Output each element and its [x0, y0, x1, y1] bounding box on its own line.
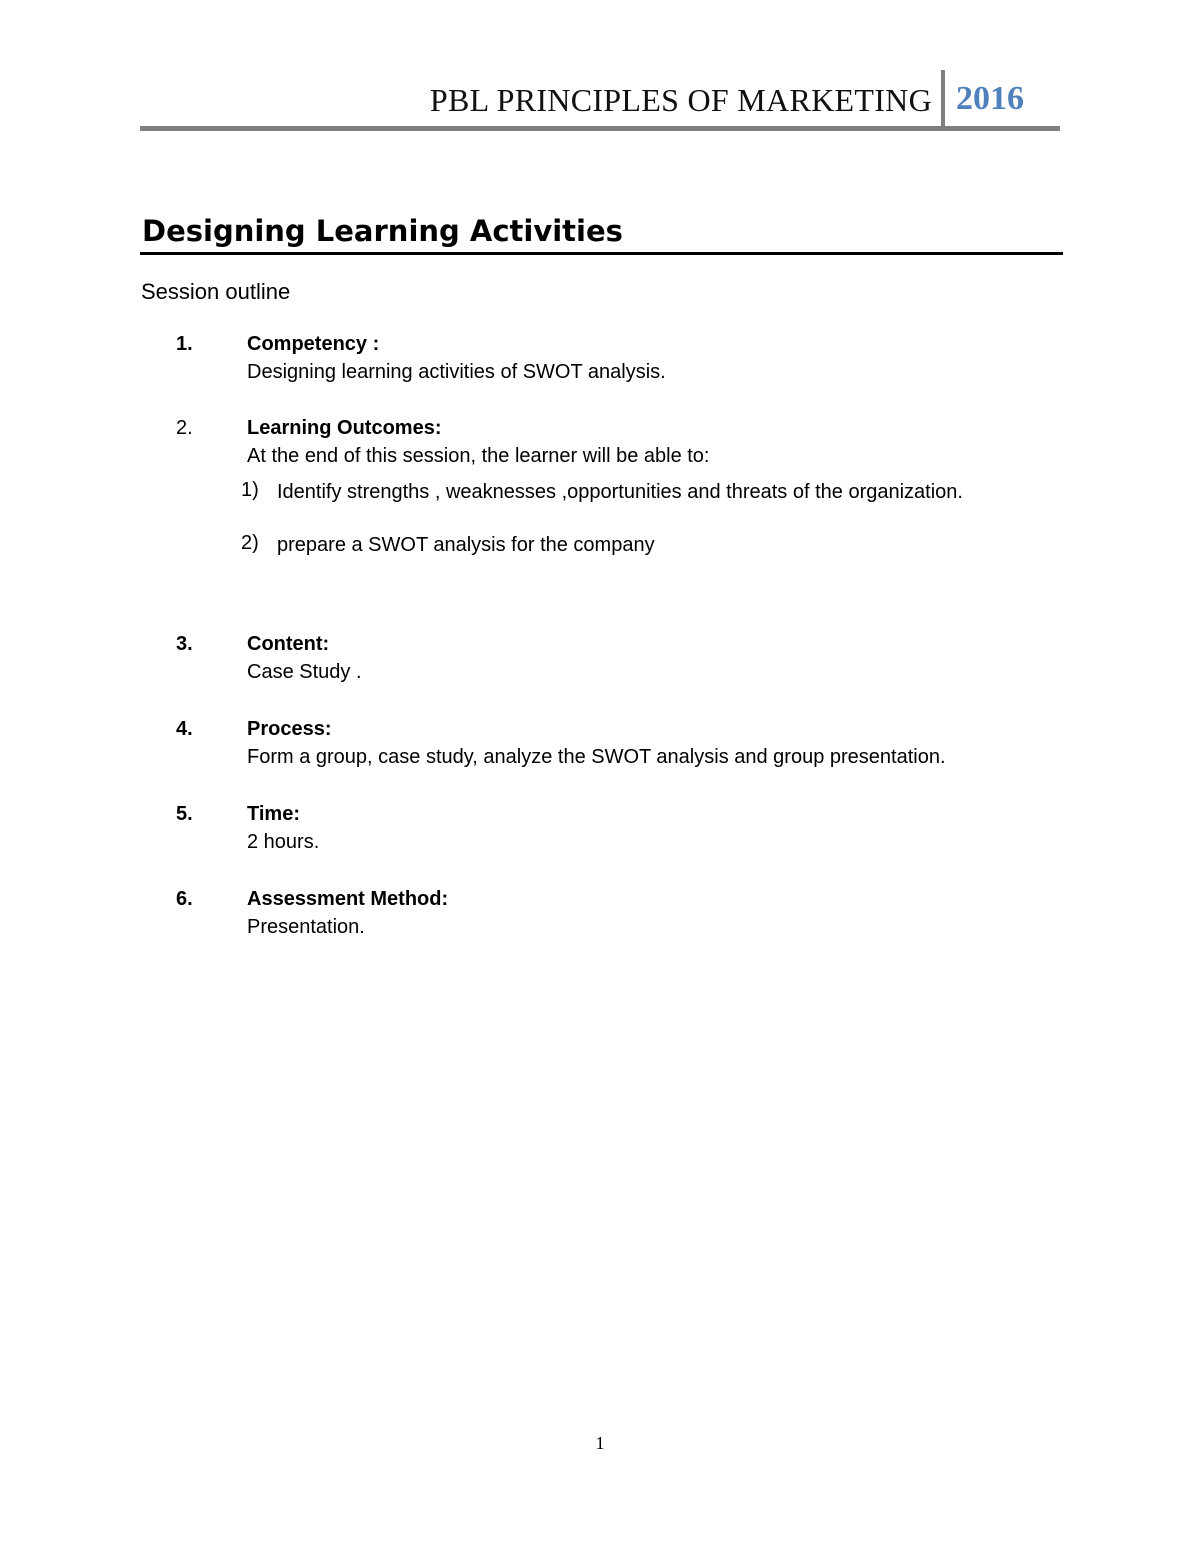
subitem-text: prepare a SWOT analysis for the company [277, 534, 655, 556]
item-number: 6. [176, 888, 193, 910]
header-title: PBL PRINCIPLES OF MARKETING [429, 82, 932, 118]
item-text: Case Study . [247, 661, 362, 683]
document-title: Designing Learning Activities [142, 214, 623, 248]
item-label: Learning Outcomes: [247, 417, 442, 439]
item-number: 3. [176, 633, 193, 655]
item-label: Process: [247, 718, 332, 740]
item-text: 2 hours. [247, 831, 320, 853]
title-underline [140, 252, 1063, 255]
item-number: 4. [176, 718, 193, 740]
item-number: 5. [176, 803, 193, 825]
item-text: Designing learning activities of SWOT analysis. [247, 361, 666, 383]
item-text: Presentation. [247, 916, 365, 938]
subitem-text: Identify strengths , weaknesses ,opportunities and threats of the organization. [277, 481, 963, 503]
item-text: Form a group, case study, analyze the SWOT analysis and group presentation. [247, 746, 946, 768]
subitem-number: 2) [241, 532, 259, 554]
header-separator [941, 70, 945, 128]
item-number: 2. [176, 417, 193, 439]
header-year: 2016 [956, 80, 1024, 117]
item-label: Content: [247, 633, 330, 655]
item-text: At the end of this session, the learner will be able to: [247, 445, 710, 467]
item-label: Assessment Method: [247, 888, 449, 910]
item-label: Time: [247, 803, 300, 825]
page-number: 1 [595, 1433, 605, 1453]
session-outline-heading: Session outline [141, 279, 291, 304]
header-rule [140, 126, 1060, 131]
item-label: Competency : [247, 333, 380, 355]
item-number: 1. [176, 333, 193, 355]
subitem-number: 1) [241, 479, 259, 501]
page-header [140, 70, 1060, 132]
